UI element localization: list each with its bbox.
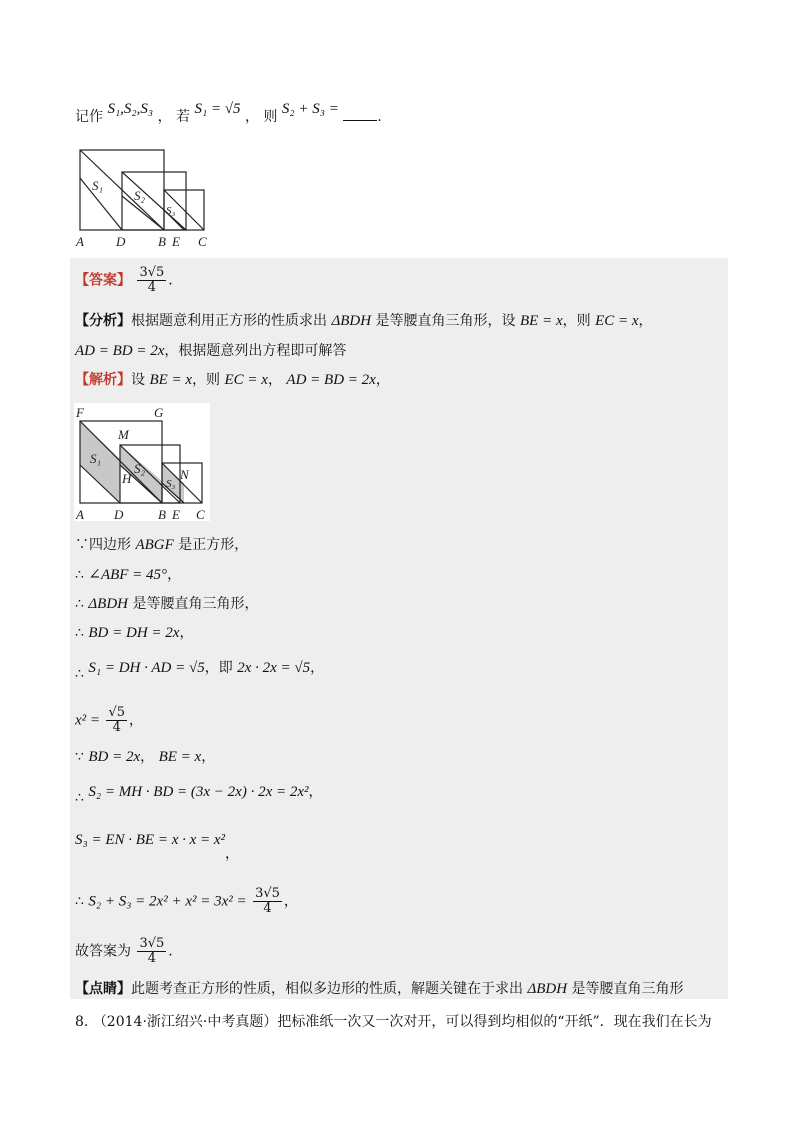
step-11-fraction <box>137 937 166 966</box>
label-b: B <box>158 234 166 249</box>
label-s2: S₂ <box>134 188 146 203</box>
step-9-text: ， <box>225 846 240 862</box>
comment-text-2: 是等腰直角三角形 <box>571 981 684 997</box>
step-8 <box>75 782 323 806</box>
label-a-fig2: A <box>76 507 84 521</box>
step-5-text: ，即 <box>204 660 233 676</box>
solution-set: 设 <box>131 372 145 388</box>
label-n: N <box>180 467 189 482</box>
analysis-text-5: ，根据题意列出方程即可解答 <box>164 343 347 359</box>
step-6-numerator: √5 <box>108 705 126 720</box>
label-m: M <box>118 427 129 442</box>
step-7 <box>75 747 215 767</box>
analysis-math-3: EC = x <box>595 313 639 329</box>
step-5-math-2: 2x · 2x = √5 <box>237 660 311 676</box>
intro-comma: ， <box>157 109 172 125</box>
label-c-fig2: C <box>196 507 205 521</box>
solution-math-3: AD = BD = 2x <box>286 372 376 388</box>
step-10-math: S₂ + S₃ = 2x² + x² = 3x² = <box>88 893 247 910</box>
answer-end: . <box>168 272 173 289</box>
label-s3: S₃ <box>166 205 176 217</box>
analysis-math-4: AD = BD = 2x <box>75 343 165 359</box>
step-11-denominator: 4 <box>147 951 156 966</box>
analysis-tag: 【分析】 <box>75 313 131 329</box>
solution-sep-2: ， <box>267 372 282 388</box>
analysis-text-1: 根据题意利用正方形的性质求出 <box>131 313 327 329</box>
therefore-symbol: ∴ <box>75 790 84 806</box>
analysis-text-3: ，则 <box>562 313 591 329</box>
step-11-text: 故答案为 <box>75 943 131 960</box>
question-number: 8. <box>75 1014 89 1030</box>
step-7-math: BD = 2x <box>88 749 141 765</box>
intro-condition: S₁ = √5 <box>194 101 241 117</box>
step-4 <box>75 623 193 643</box>
answer-tag: 【答案】 <box>75 272 131 289</box>
label-a: A <box>76 234 84 249</box>
step-10 <box>75 887 298 916</box>
therefore-symbol: ∴ <box>75 666 84 682</box>
analysis-math-1: ΔBDH <box>331 313 372 329</box>
comment-math: ΔBDH <box>527 981 568 997</box>
analysis-line-2 <box>75 341 346 361</box>
step-3-text: 是等腰直角三角形， <box>132 596 259 612</box>
analysis-line-1 <box>75 311 653 331</box>
label-e-fig2: E <box>172 507 180 521</box>
comment-line <box>75 979 684 999</box>
next-question <box>75 1012 712 1032</box>
step-4-math: BD = DH = 2x <box>88 625 180 641</box>
label-c: C <box>198 234 207 249</box>
step-9 <box>75 830 240 862</box>
step-10-numerator: 3√5 <box>255 886 280 901</box>
step-5 <box>75 658 325 682</box>
step-5-math: S₁ = DH · AD = √5 <box>88 660 205 676</box>
step-6-denominator: 4 <box>112 720 121 735</box>
solution-sep-3: ， <box>375 372 390 388</box>
step-4-text: ， <box>179 625 194 641</box>
step-11-numerator: 3√5 <box>139 936 165 951</box>
label-e: E <box>172 234 180 249</box>
step-7-text: ， <box>140 749 155 765</box>
label-s1: S₁ <box>92 178 104 193</box>
therefore-symbol: ∴ <box>75 596 84 612</box>
step-11 <box>75 937 173 966</box>
answer-denominator: 4 <box>147 280 156 295</box>
step-1 <box>75 535 248 555</box>
solution-math-2: EC = x <box>224 372 268 388</box>
step-3 <box>75 594 258 614</box>
because-symbol: ∵ <box>75 537 89 553</box>
step-10-text: ， <box>283 893 298 910</box>
step-6 <box>75 706 143 735</box>
intro-then: 则 <box>263 109 278 125</box>
label-s3-fig2: S₃ <box>166 478 176 490</box>
because-symbol: ∵ <box>75 749 84 765</box>
comment-text: 此题考查正方形的性质，相似多边形的性质，解题关键在于求出 <box>131 981 523 997</box>
step-1-text-2: 是正方形， <box>178 537 249 553</box>
label-b-fig2: B <box>158 507 166 521</box>
solution-sep-1: ，则 <box>192 372 221 388</box>
intro-prefix: 记作 <box>75 109 103 125</box>
therefore-symbol: ∴ <box>75 625 84 641</box>
analysis-text-4: ， <box>638 313 653 329</box>
step-1-text: 四边形 <box>89 537 131 553</box>
step-6-fraction <box>106 706 127 735</box>
question-text: （2014·浙江绍兴·中考真题）把标准纸一次又一次对开，可以得到均相似的“开纸”．现在我们在长为 <box>92 1014 712 1030</box>
solution-math-1: BE = x <box>149 372 193 388</box>
label-h: H <box>122 471 132 486</box>
label-d-fig2: D <box>114 507 124 521</box>
step-6-math: x² = <box>75 712 101 729</box>
therefore-symbol: ∴ <box>75 567 84 583</box>
label-g: G <box>154 405 164 420</box>
step-7-text-2: ， <box>201 749 216 765</box>
intro-ask: S₂ + S₃ = <box>281 101 339 117</box>
step-1-math: ABGF <box>135 537 174 553</box>
answer-line <box>75 266 173 295</box>
step-5-text-2: ， <box>310 660 325 676</box>
intro-seq: S₁,S₂,S₃ <box>107 101 154 117</box>
step-3-math: ΔBDH <box>88 596 129 612</box>
intro-line <box>75 101 382 127</box>
step-8-math: S₂ = MH · BD = (3x − 2x) · 2x = 2x² <box>88 784 309 800</box>
step-2 <box>75 565 181 585</box>
step-2-text: ， <box>167 567 182 583</box>
step-8-text: ， <box>308 784 323 800</box>
solution-tag: 【解析】 <box>75 372 131 388</box>
intro-if: 若 <box>176 109 191 125</box>
analysis-math-2: BE = x <box>520 313 563 329</box>
intro-comma-2: ， <box>245 109 259 125</box>
label-s1-fig2: S₁ <box>90 451 102 466</box>
analysis-text-2: 是等腰直角三角形，设 <box>375 313 516 329</box>
answer-fraction <box>137 266 166 295</box>
step-11-end: . <box>168 943 173 960</box>
step-9-math: S₃ = EN · BE = x · x = x² <box>75 832 226 848</box>
step-7-math-2: BE = x <box>158 749 202 765</box>
step-10-fraction <box>253 887 282 916</box>
label-s2-fig2: S₂ <box>134 461 146 476</box>
label-d: D <box>116 234 126 249</box>
intro-end: . <box>377 109 382 125</box>
answer-numerator: 3√5 <box>139 265 165 280</box>
figure-squares-2 <box>74 403 214 521</box>
answer-blank <box>343 108 377 121</box>
comment-tag: 【点睛】 <box>75 981 131 997</box>
therefore-symbol: ∴ <box>75 893 84 910</box>
label-f: F <box>76 405 84 420</box>
step-2-math: ∠ABF = 45° <box>88 567 168 583</box>
step-6-text: ， <box>129 712 144 729</box>
figure-squares-1 <box>74 148 224 250</box>
step-10-denominator: 4 <box>263 901 272 916</box>
solution-line <box>75 370 390 390</box>
